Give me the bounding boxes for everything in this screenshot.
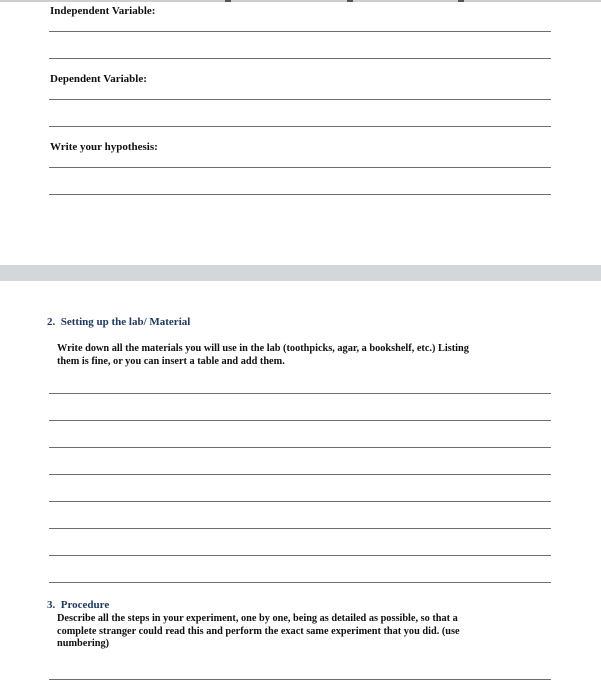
top-cutoff-rule — [0, 0, 601, 2]
independent-variable-label: Independent Variable: — [50, 5, 156, 17]
answer-line[interactable] — [49, 99, 551, 100]
hypothesis-label: Write your hypothesis: — [50, 141, 158, 153]
instruction-line: Describe all the steps in your experiment, one by one, being as detailed as possible, so that a — [57, 613, 458, 624]
cutoff-mark — [225, 0, 231, 2]
section-title: Procedure — [60, 599, 110, 611]
answer-line[interactable] — [49, 58, 551, 59]
answer-line[interactable] — [49, 194, 551, 195]
answer-line[interactable] — [49, 447, 551, 448]
cutoff-mark — [347, 0, 353, 2]
answer-line[interactable] — [49, 31, 551, 32]
answer-line[interactable] — [49, 126, 551, 127]
answer-line[interactable] — [49, 474, 551, 475]
instruction-line: them is fine, or you can insert a table and add them. — [57, 355, 285, 367]
page-break-divider — [0, 265, 601, 281]
section-title: Setting up the lab/ Material — [60, 316, 191, 328]
cutoff-mark — [458, 0, 464, 2]
materials-instructions — [57, 343, 547, 368]
instruction-line: complete stranger could read this and perform the exact same experiment that you did. (use — [57, 625, 460, 637]
instruction-line: Write down all the materials you will use in the lab (toothpicks, agar, a bookshelf, etc.) Listing — [57, 343, 469, 354]
section-number: 2. — [47, 316, 56, 328]
dependent-variable-label: Dependent Variable: — [50, 73, 147, 85]
section-number: 3. — [47, 599, 56, 611]
answer-line[interactable] — [49, 555, 551, 556]
section-heading-procedure — [47, 599, 109, 612]
answer-line[interactable] — [49, 167, 551, 168]
instruction-line: numbering) — [57, 638, 110, 649]
procedure-instructions — [57, 613, 547, 651]
answer-line[interactable] — [49, 679, 551, 680]
answer-line[interactable] — [49, 420, 551, 421]
answer-line[interactable] — [49, 528, 551, 529]
answer-line[interactable] — [49, 582, 551, 583]
answer-line[interactable] — [49, 393, 551, 394]
answer-line[interactable] — [49, 501, 551, 502]
section-heading-materials — [47, 316, 190, 329]
